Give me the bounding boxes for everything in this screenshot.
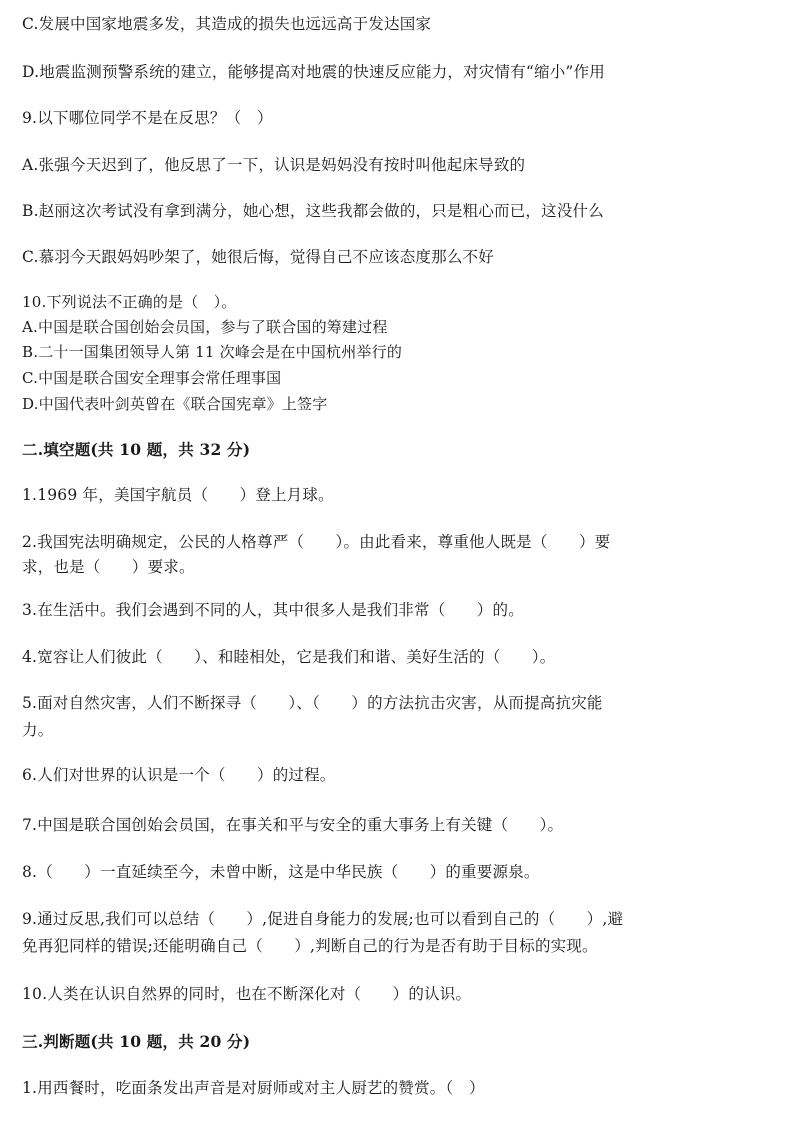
- q10-option-b: B.二十一国集团领导人第 11 次峰会是在中国杭州举行的: [22, 343, 403, 361]
- fill-item-10: 10.人类在认识自然界的同时，也在不断深化对（ ）的认识。: [22, 985, 472, 1003]
- judge-item-1: 1.用西餐时，吃面条发出声音是对厨师或对主人厨艺的赞赏。（ ）: [22, 1079, 485, 1097]
- fill-item-8: 8.（ ）一直延续至今，未曾中断，这是中华民族（ ）的重要源泉。: [22, 863, 540, 881]
- fill-item-2-cont: 求，也是（ ）要求。: [22, 558, 195, 576]
- fill-item-3: 3.在生活中。我们会遇到不同的人，其中很多人是我们非常（ ）的。: [22, 601, 524, 619]
- q10-option-d: D.中国代表叶剑英曾在《联合国宪章》上签字: [22, 395, 328, 413]
- fill-item-1: 1.1969 年，美国宇航员（ ）登上月球。: [22, 486, 334, 504]
- q10-option-c: C.中国是联合国安全理事会常任理事国: [22, 369, 282, 387]
- fill-item-5: 5.面对自然灾害，人们不断探寻（ ）、（ ）的方法抗击灾害，从而提高抗灾能: [22, 694, 603, 712]
- fill-item-6: 6.人们对世界的认识是一个（ ）的过程。: [22, 766, 336, 784]
- q9-option-b: B.赵丽这次考试没有拿到满分，她心想，这些我都会做的，只是粗心而已，这没什么: [22, 202, 604, 220]
- section-3-title: 三.判断题(共 10 题，共 20 分): [22, 1032, 251, 1051]
- fill-item-9-cont: 免再犯同样的错误;还能明确自己（ ）,判断自己的行为是否有助于目标的实现。: [22, 937, 598, 955]
- fill-item-9: 9.通过反思,我们可以总结（ ）,促进自身能力的发展;也可以看到自己的（ ）,避: [22, 910, 624, 928]
- fill-item-5-cont: 力。: [22, 721, 54, 739]
- q8-option-d: D.地震监测预警系统的建立，能够提高对地震的快速反应能力，对灾情有“缩小”作用: [22, 63, 605, 81]
- fill-item-2: 2.我国宪法明确规定，公民的人格尊严（ ）。由此看来，尊重他人既是（ ）要: [22, 533, 611, 551]
- fill-item-4: 4.宽容让人们彼此（ ）、和睦相处，它是我们和谐、美好生活的（ ）。: [22, 648, 556, 666]
- fill-item-7: 7.中国是联合国创始会员国，在事关和平与安全的重大事务上有关键（ ）。: [22, 816, 564, 834]
- section-2-title: 二.填空题(共 10 题，共 32 分): [22, 440, 251, 459]
- q10-option-a: A.中国是联合国创始会员国，参与了联合国的筹建过程: [22, 318, 388, 336]
- q9-option-c: C.慕羽今天跟妈妈吵架了，她很后悔，觉得自己不应该态度那么不好: [22, 248, 494, 266]
- q9-option-a: A.张强今天迟到了，他反思了一下，认识是妈妈没有按时叫他起床导致的: [22, 156, 526, 174]
- q8-option-c: C.发展中国家地震多发，其造成的损失也远远高于发达国家: [22, 15, 432, 33]
- q9-stem: 9.以下哪位同学不是在反思？（ ）: [22, 109, 273, 127]
- q10-stem: 10.下列说法不正确的是（ ）。: [22, 293, 237, 311]
